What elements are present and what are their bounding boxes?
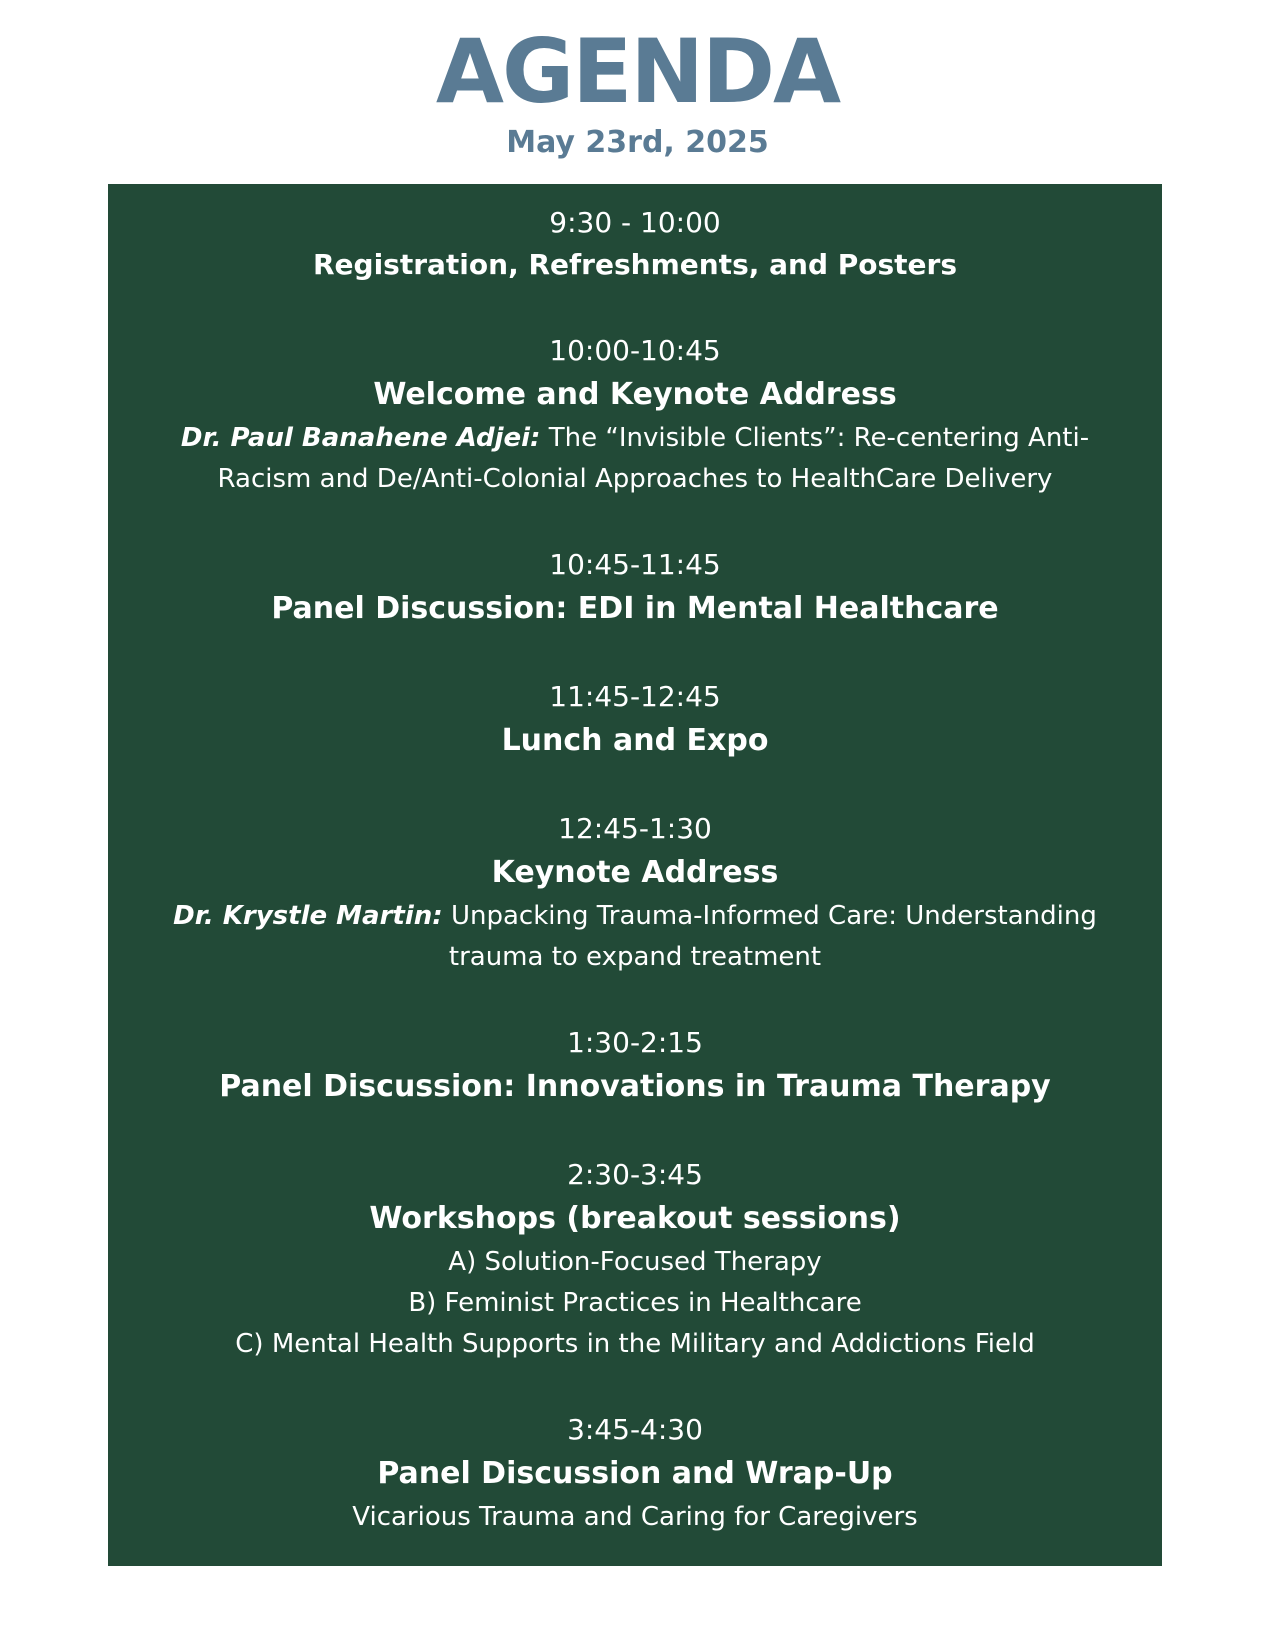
session-time: 10:45-11:45	[549, 548, 721, 581]
agenda-session-registration	[108, 202, 1162, 286]
agenda-session-lunch	[108, 676, 1162, 764]
talk-title: The “Invisible Clients”: Re-centering Anti-	[540, 423, 1090, 453]
speaker-name: Dr. Krystle Martin:	[173, 901, 443, 931]
session-time: 1:30-2:15	[567, 1026, 703, 1059]
agenda-session-panel-trauma	[108, 1022, 1162, 1110]
session-time: 10:00-10:45	[549, 334, 721, 367]
session-title: Keynote Address	[491, 855, 779, 890]
session-title: Panel Discussion: EDI in Mental Healthcare	[271, 591, 999, 626]
session-talk	[108, 896, 1162, 978]
talk-title-continued: trauma to expand treatment	[448, 942, 822, 972]
session-title: Lunch and Expo	[501, 723, 769, 758]
session-title: Panel Discussion and Wrap-Up	[377, 1456, 893, 1491]
session-time: 2:30-3:45	[567, 1158, 703, 1191]
session-time: 11:45-12:45	[549, 680, 721, 713]
talk-title-continued: Racism and De/Anti-Colonial Approaches to HealthCare Delivery	[217, 464, 1053, 494]
agenda-session-panel-edi	[108, 544, 1162, 632]
session-title: Welcome and Keynote Address	[373, 377, 897, 412]
agenda-session-wrap-up	[108, 1409, 1162, 1538]
session-title: Workshops (breakout sessions)	[369, 1201, 901, 1236]
agenda-session-welcome-keynote	[108, 330, 1162, 500]
session-talk	[108, 418, 1162, 500]
session-title: Registration, Refreshments, and Posters	[312, 248, 958, 281]
talk-line	[148, 418, 1122, 459]
talk-title: Unpacking Trauma-Informed Care: Understanding	[442, 901, 1097, 931]
workshop-item: B) Feminist Practices in Healthcare	[408, 1288, 862, 1318]
page-title: AGENDA	[435, 20, 840, 123]
workshop-item: A) Solution-Focused Therapy	[448, 1247, 822, 1277]
agenda-session-workshops	[108, 1154, 1162, 1365]
session-time: 12:45-1:30	[558, 812, 712, 845]
workshop-item: C) Mental Health Supports in the Military and Addictions Field	[235, 1329, 1035, 1359]
speaker-name: Dr. Paul Banahene Adjei:	[180, 423, 541, 453]
session-time: 9:30 - 10:00	[549, 206, 721, 239]
session-time: 3:45-4:30	[567, 1413, 703, 1446]
event-date: May 23rd, 2025	[506, 125, 769, 160]
talk-line	[148, 896, 1122, 937]
agenda-panel	[108, 184, 1162, 1566]
session-subtitle: Vicarious Trauma and Caring for Caregivers	[352, 1502, 918, 1532]
agenda-session-keynote	[108, 808, 1162, 978]
session-title: Panel Discussion: Innovations in Trauma Therapy	[219, 1069, 1051, 1104]
workshop-list	[108, 1242, 1162, 1365]
